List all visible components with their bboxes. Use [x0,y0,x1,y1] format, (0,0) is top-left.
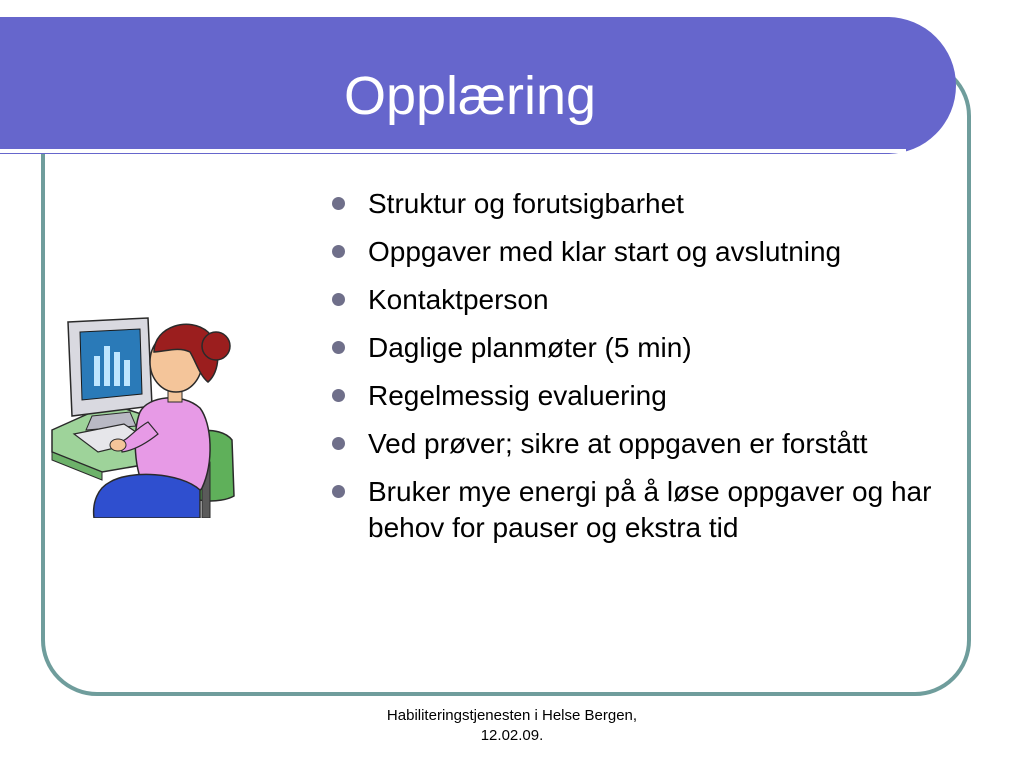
woman-at-computer-icon [50,312,240,518]
list-item [330,378,960,414]
bullet-text: Ved prøver; sikre at oppgaven er forstått [368,428,868,459]
bullet-dot-icon [332,341,345,354]
footer-line-date: 12.02.09. [480,727,544,744]
bullet-dot-icon [332,437,345,450]
bullet-text: Bruker mye energi på å løse oppgaver og har behov for pauser og ekstra tid [368,476,932,543]
title-rule [0,149,906,153]
bullet-text: Oppgaver med klar start og avslutning [368,236,842,267]
footer-line-organization: Habiliteringstjenesten i Helse Bergen, [386,707,638,724]
list-item [330,234,960,270]
slide-footer [362,706,662,746]
bullet-dot-icon [332,197,345,210]
list-item [330,474,960,546]
list-item [330,426,960,462]
slide-title: Opplæring [343,66,597,126]
list-item [330,330,960,366]
bullet-dot-icon [332,485,345,498]
bullet-text: Regelmessig evaluering [368,380,667,411]
title-bar [0,17,956,154]
list-item [330,282,960,318]
bullet-text: Daglige planmøter (5 min) [368,332,692,363]
bullet-dot-icon [332,293,345,306]
bullet-dot-icon [332,389,345,402]
bullet-dot-icon [332,245,345,258]
bullet-text: Struktur og forutsigbarhet [368,188,684,219]
bullet-text: Kontaktperson [368,284,549,315]
list-item [330,186,960,222]
bullet-list [330,186,960,558]
